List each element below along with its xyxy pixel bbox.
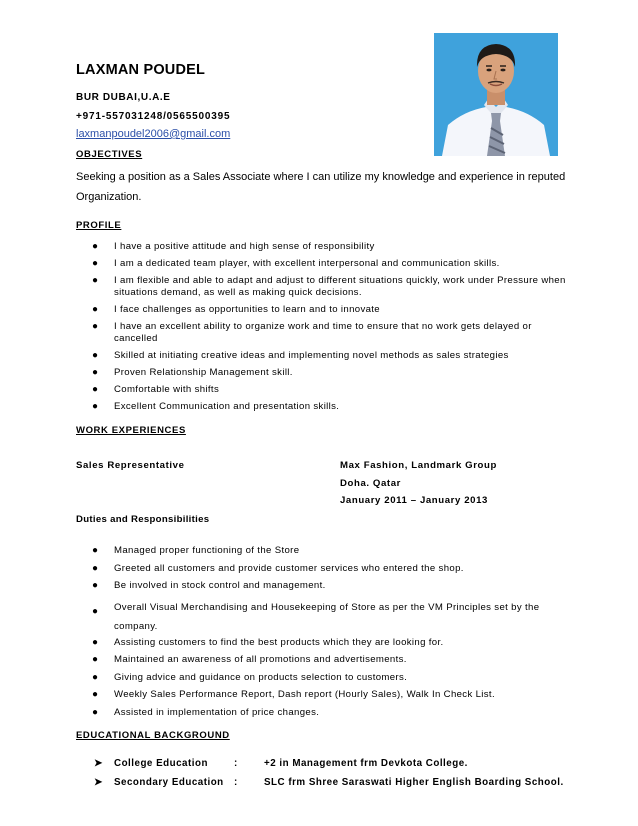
bullet-icon: ●	[92, 545, 99, 556]
education-heading: EDUCATIONAL BACKGROUND	[76, 730, 230, 741]
list-item: ● Greeted all customers and provide customer services who entered the shop.	[92, 562, 464, 574]
education-label: Secondary Education	[114, 777, 224, 788]
list-item: ● Proven Relationship Management skill.	[92, 367, 293, 378]
bullet-icon: ●	[92, 706, 99, 718]
list-item: ● Excellent Communication and presentation skills.	[92, 401, 340, 412]
job-title: Sales Representative	[76, 460, 185, 471]
bullet-icon: ●	[92, 275, 99, 286]
bullet-icon: ●	[92, 384, 99, 395]
bullet-icon: ●	[92, 321, 99, 332]
education-separator: :	[234, 777, 238, 788]
bullet-icon: ●	[92, 562, 99, 574]
list-item: ● Comfortable with shifts	[92, 384, 220, 395]
bullet-icon: ●	[92, 350, 99, 361]
list-item: ● I face challenges as opportunities to learn and to innovate	[92, 304, 380, 315]
bullet-icon: ●	[92, 304, 99, 315]
bullet-icon: ●	[92, 580, 99, 591]
duties-heading: Duties and Responsibilities	[76, 514, 210, 525]
email-link[interactable]: laxmanpoudel2006@gmail.com	[76, 128, 231, 140]
bullet-icon: ●	[92, 367, 99, 378]
bullet-icon: ●	[92, 605, 99, 617]
bullet-icon: ●	[92, 258, 99, 269]
list-item: ● Assisting customers to find the best products which they are looking for.	[92, 636, 444, 648]
job-location: Doha. Qatar	[340, 478, 401, 489]
list-item: ● I am a dedicated team player, with excellent interpersonal and communication skills.	[92, 258, 500, 269]
objectives-text: Seeking a position as a Sales Associate where I can utilize my knowledge and experience in reputed Organization.	[76, 171, 566, 203]
objectives-heading: OBJECTIVES	[76, 149, 143, 160]
arrow-icon: ➤	[94, 758, 103, 769]
company-name: Max Fashion, Landmark Group	[340, 460, 497, 471]
candidate-name: LAXMAN POUDEL	[76, 62, 206, 78]
bullet-icon: ●	[92, 654, 99, 665]
list-item: ● Giving advice and guidance on products selection to customers.	[92, 671, 408, 683]
education-value: +2 in Management frm Devkota College.	[264, 758, 468, 769]
profile-list	[92, 241, 570, 418]
bullet-icon: ●	[92, 689, 99, 700]
phone-number: +971-557031248/0565500395	[76, 111, 231, 122]
profile-photo	[434, 33, 558, 156]
list-item: ● Overall Visual Merchandising and Housekeeping of Store as per the VM Principles set by the company.	[92, 601, 540, 632]
education-row	[94, 777, 564, 788]
list-item: ● Maintained an awareness of all promotions and advertisements.	[92, 654, 407, 665]
job-period: January 2011 – January 2013	[340, 495, 488, 506]
education-label: College Education	[114, 758, 208, 769]
profile-heading: PROFILE	[76, 220, 122, 231]
list-item: ● Weekly Sales Performance Report, Dash report (Hourly Sales), Walk In Check List.	[92, 689, 495, 700]
list-item: ● I am flexible and able to adapt and adjust to different situations quickly, work under Pressure when situations demand, as well as making quick decisions.	[92, 275, 566, 298]
bullet-icon: ●	[92, 636, 99, 648]
bullet-icon: ●	[92, 401, 99, 412]
work-heading: WORK EXPERIENCES	[76, 425, 186, 436]
bullet-icon: ●	[92, 671, 99, 683]
education-row	[94, 758, 468, 769]
duties-list	[92, 545, 570, 724]
list-item: ● Skilled at initiating creative ideas and implementing novel methods as sales strategies	[92, 350, 509, 361]
arrow-icon: ➤	[94, 777, 103, 788]
bullet-icon: ●	[92, 241, 99, 252]
education-value: SLC frm Shree Saraswati Higher English Boarding School.	[264, 777, 564, 788]
list-item: ● I have an excellent ability to organize work and time to ensure that no work gets delayed or cancelled	[92, 321, 532, 344]
list-item: ● I have a positive attitude and high sense of responsibility	[92, 241, 375, 252]
list-item: ● Managed proper functioning of the Store	[92, 545, 300, 556]
list-item: ● Be involved in stock control and management.	[92, 580, 326, 591]
education-separator: :	[234, 758, 238, 769]
list-item: ● Assisted in implementation of price changes.	[92, 706, 320, 718]
address: BUR DUBAI,U.A.E	[76, 92, 171, 103]
